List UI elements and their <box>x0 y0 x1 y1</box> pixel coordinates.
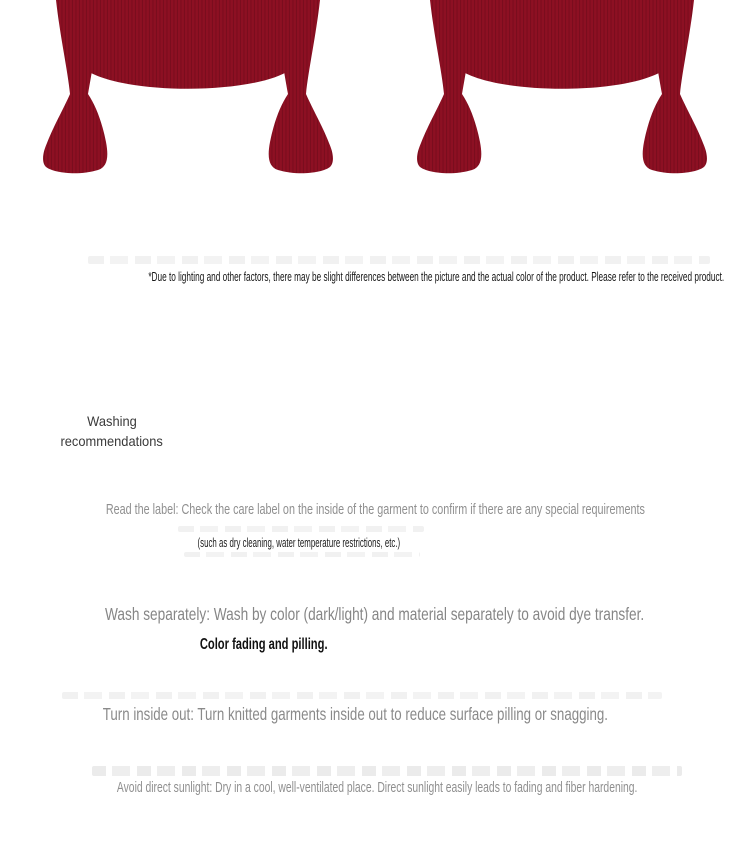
product-gallery <box>0 0 750 230</box>
instruction-read-label-text: Read the label: Check the care label on the inside of the garment to confirm if there are any special requirements <box>105 501 645 518</box>
instruction-read-label-note-text: (such as dry cleaning, water temperature restrictions, etc.) <box>197 536 401 550</box>
color-disclaimer <box>0 268 750 286</box>
faded-text-artifact <box>92 766 682 776</box>
washing-heading-text1: Washing <box>87 413 137 429</box>
color-disclaimer-text: *Due to lighting and other factors, there may be slight differences between the picture and the actual color of the product. Please refer to the received product. <box>148 270 725 284</box>
product-photo-front <box>38 0 338 180</box>
washing-heading-line1 <box>0 413 224 431</box>
faded-text-artifact <box>62 692 662 699</box>
instruction-read-label-note <box>0 534 598 552</box>
product-photo-back <box>412 0 712 180</box>
instruction-avoid-sunlight-text: Avoid direct sunlight: Dry in a cool, well-ventilated place. Direct sunlight easily leads to fading and fiber hardening. <box>116 779 638 796</box>
instruction-wash-separately-note-text: Color fading and pilling. <box>200 636 328 653</box>
instruction-wash-separately <box>0 604 750 625</box>
washing-heading-line2 <box>0 433 224 451</box>
instruction-turn-inside-out-text: Turn inside out: Turn knitted garments inside out to reduce surface pilling or snagging. <box>102 704 608 724</box>
instruction-read-label <box>0 501 750 519</box>
instruction-wash-separately-text: Wash separately: Wash by color (dark/light) and material separately to avoid dye transfer. <box>105 604 645 624</box>
faded-text-artifact <box>184 552 420 557</box>
instruction-wash-separately-note <box>0 636 528 654</box>
instruction-avoid-sunlight <box>0 779 750 797</box>
faded-text-artifact <box>178 526 424 532</box>
faded-text-artifact <box>88 256 710 264</box>
instruction-turn-inside-out <box>0 704 710 725</box>
washing-heading-text2: recommendations <box>60 433 164 449</box>
